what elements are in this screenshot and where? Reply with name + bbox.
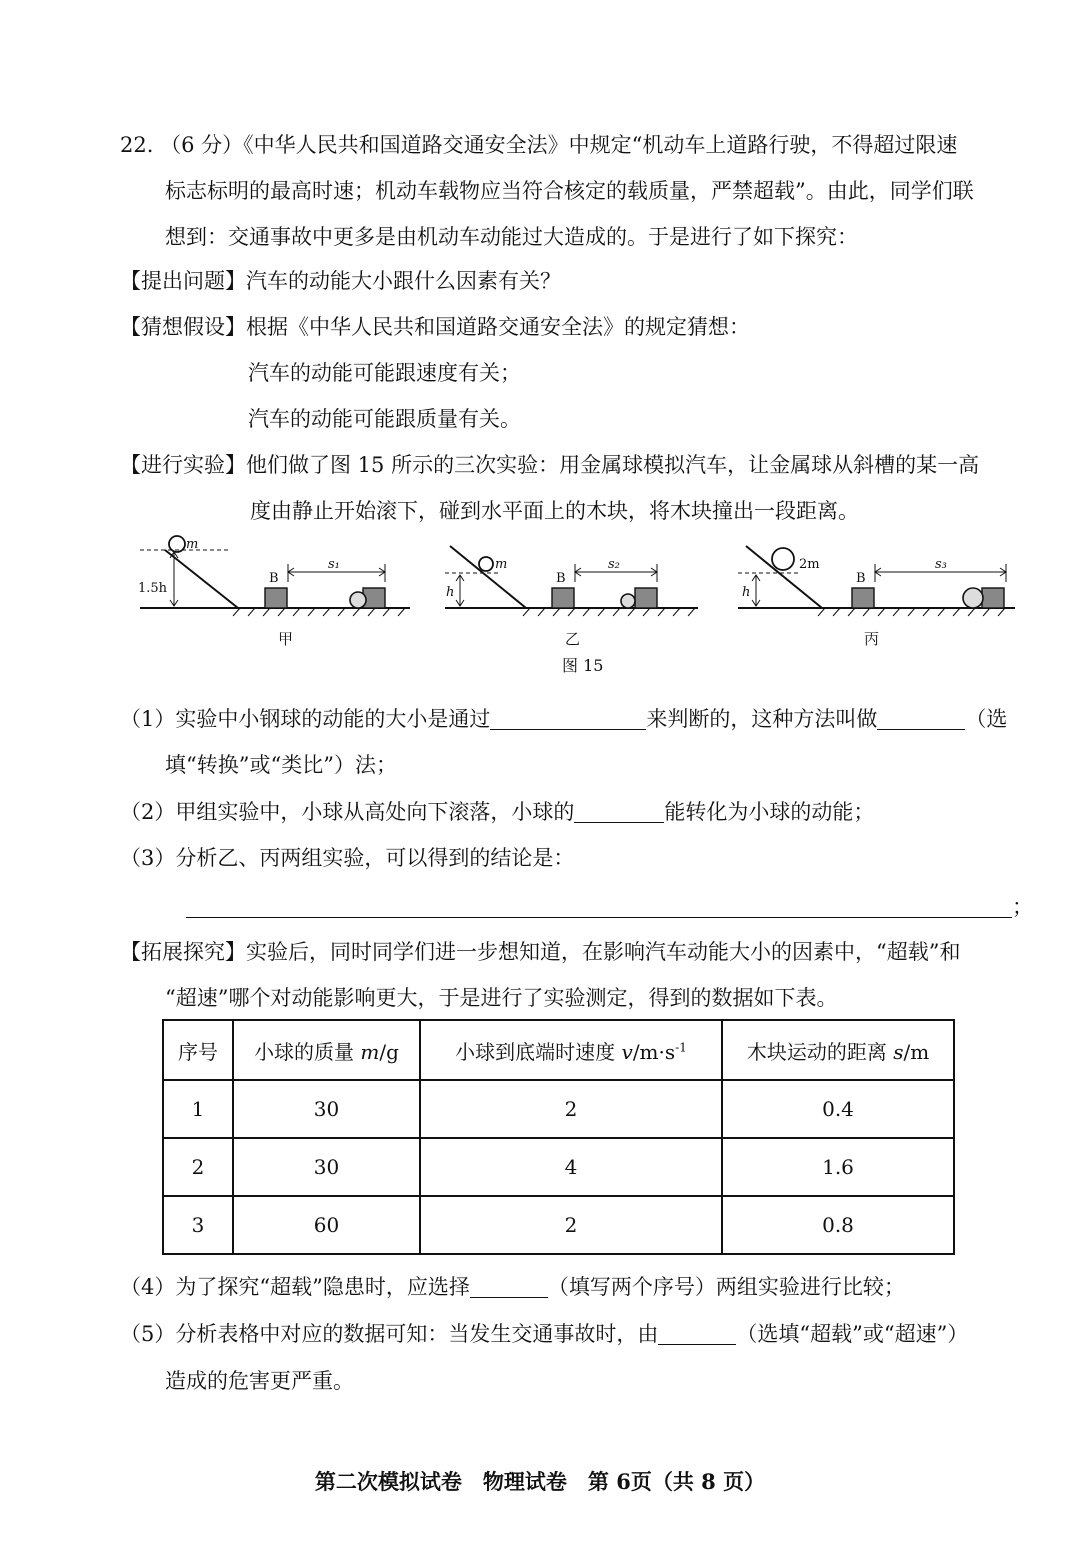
question-intro-line-3: 想到：交通事故中更多是由机动车动能过大造成的。于是进行了如下探究： [165,225,858,249]
cell-index: 3 [163,1196,233,1254]
question-intro-text-1: （6 分）《中华人民共和国道路交通安全法》中规定“机动车上道路行驶，不得超过限速 [160,133,958,157]
panel-yi [445,546,698,648]
height-label: h [446,585,455,600]
q2-text-a: （2）甲组实验中，小球从高处向下滚落，小球的 [120,800,575,824]
figure-caption: 图 15 [562,656,604,675]
q4-blank[interactable] [470,1275,548,1298]
guess-text: 根据《中华人民共和国道路交通安全法》的规定猜想： [246,315,750,339]
table-row [163,1138,954,1196]
q4-line [120,1272,905,1302]
ask-section [120,266,561,296]
block-label: B [556,571,566,586]
cell-speed: 4 [420,1138,722,1196]
experiment-section [120,450,979,480]
mass-label: m [186,537,199,552]
q3-blank[interactable] [186,895,1012,918]
q1-text-a: （1）实验中小钢球的动能的大小是通过 [120,707,491,731]
cell-distance: 0.8 [722,1196,954,1254]
table-header-row [163,1020,954,1080]
q5-line-2: 造成的危害更严重。 [165,1369,354,1393]
q4-text-b: （填写两个序号）两组实验进行比较； [547,1275,905,1299]
block-b-icon [552,588,574,608]
block-b-icon [265,588,287,608]
panel-jia [138,536,410,648]
mass-label: m [495,557,508,572]
ask-text: 汽车的动能大小跟什么因素有关？ [246,269,561,293]
ask-label: 【提出问题】 [120,269,246,293]
ball-icon [772,548,794,570]
q3-end-mark: ； [1012,895,1033,919]
experiment-text-2: 度由静止开始滚下，碰到水平面上的木块，将木块撞出一段距离。 [250,499,859,523]
ball-icon [963,588,983,608]
header-speed: 小球到底端时速度 $v/m\cdot s^{-1}$ [420,1020,722,1080]
q2-line [120,797,874,827]
header-index: 序号 [163,1020,233,1080]
q1-line-2: 填“转换”或“类比”）法； [165,753,397,777]
header-mass: 小球的质量 m/g [233,1020,420,1080]
block-moved-icon [982,588,1004,608]
question-number: 22. [120,133,154,157]
cell-distance: 0.4 [722,1080,954,1138]
cell-index: 1 [163,1080,233,1138]
q5-text-a: （5）分析表格中对应的数据可知：当发生交通事故时，由 [120,1322,659,1346]
q1-blank-1[interactable] [490,707,646,730]
block-label: B [269,571,279,586]
q2-blank[interactable] [574,800,664,823]
distance-label: s₂ [608,557,620,572]
panel-bing [738,546,1015,648]
extend-text-1: 实验后，同时同学们进一步想知道，在影响汽车动能大小的因素中，“超载”和 [246,940,961,964]
table-row [163,1196,954,1254]
q3-answer-line [186,892,1033,922]
q5-text-b: （选填“超载”或“超速”） [736,1322,969,1346]
question-intro-line-2: 标志标明的最高时速；机动车载物应当符合核定的载质量，严禁超载”。由此，同学们联 [165,179,974,203]
distance-label: s₃ [935,557,947,572]
q5-blank[interactable] [658,1322,736,1345]
experiment-label: 【进行实验】 [120,453,246,477]
block-b-icon [852,588,874,608]
guess-section [120,312,750,342]
ball-icon [621,594,635,608]
q2-text-b: 能转化为小球的动能； [664,800,875,824]
height-label: h [742,585,751,600]
data-table [162,1019,955,1255]
header-distance: 木块运动的距离 s/m [722,1020,954,1080]
experiment-text-1: 他们做了图 15 所示的三次实验：用金属球模拟汽车，让金属球从斜槽的某一高 [246,453,980,477]
distance-label: s₁ [328,557,340,572]
q5-line [120,1319,968,1349]
cell-index: 2 [163,1138,233,1196]
cell-speed: 2 [420,1196,722,1254]
block-moved-icon [635,588,657,608]
ball-icon [350,592,366,608]
guess-item-2: 汽车的动能可能跟质量有关。 [248,407,521,431]
q4-text-a: （4）为了探究“超载”隐患时，应选择 [120,1275,470,1299]
panel-name: 乙 [565,630,581,648]
q1-line-1 [120,704,1007,734]
panel-name: 甲 [278,630,294,648]
mass-label: 2m [799,557,820,572]
cell-mass: 60 [233,1196,420,1254]
cell-speed: 2 [420,1080,722,1138]
table-row [163,1080,954,1138]
extend-section [120,937,960,967]
q3-line: （3）分析乙、丙两组实验，可以得到的结论是： [120,846,575,870]
q1-blank-2[interactable] [877,707,965,730]
cell-mass: 30 [233,1080,420,1138]
q1-text-c: （选 [965,707,1008,731]
ball-icon [479,557,493,571]
page-footer: 第二次模拟试卷 物理试卷 第 6页（共 8 页） [314,1469,766,1494]
cell-distance: 1.6 [722,1138,954,1196]
guess-label: 【猜想假设】 [120,315,246,339]
panel-name: 丙 [864,630,880,648]
extend-text-2: “超速”哪个对动能影响更大，于是进行了实验测定，得到的数据如下表。 [165,986,838,1010]
extend-label: 【拓展探究】 [120,940,246,964]
figure-15-diagram [120,528,1040,688]
guess-item-1: 汽车的动能可能跟速度有关； [248,361,521,385]
q1-text-b: 来判断的，这种方法叫做 [646,707,878,731]
height-label: 1.5h [138,581,168,596]
block-label: B [856,571,866,586]
cell-mass: 30 [233,1138,420,1196]
question-intro-line-1 [120,130,957,160]
